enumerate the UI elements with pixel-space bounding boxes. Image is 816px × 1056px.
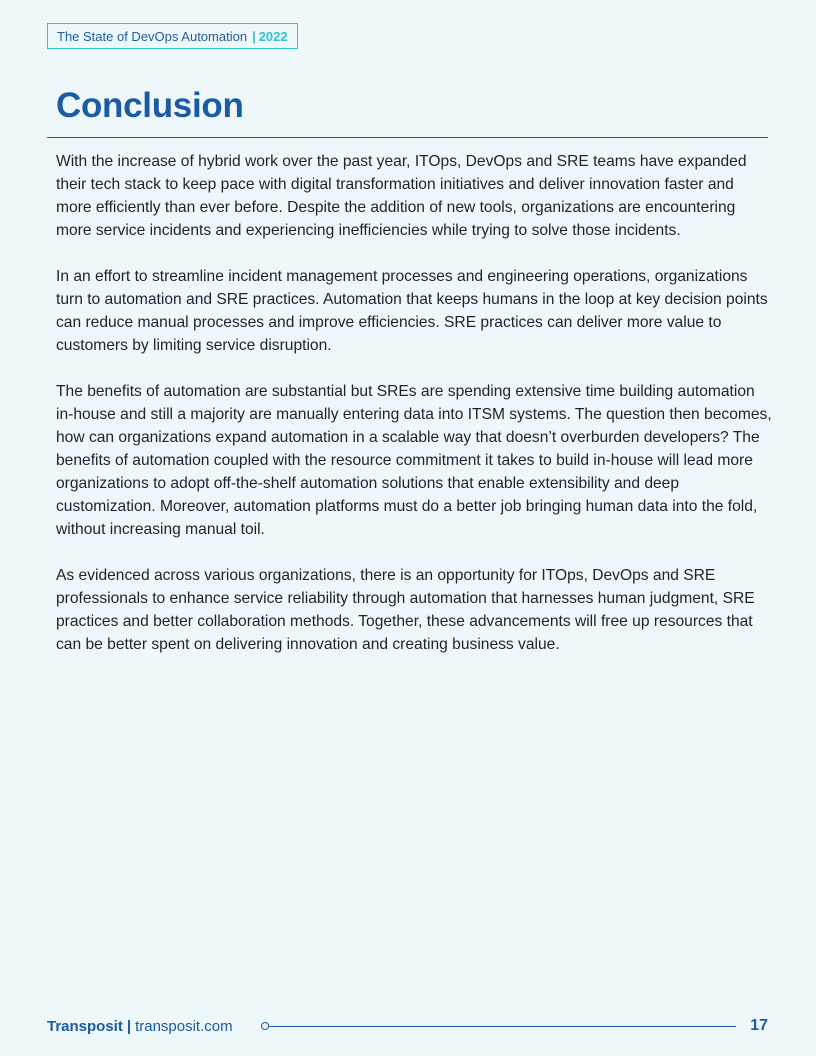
- page-title: Conclusion: [56, 86, 244, 125]
- page-number: 17: [750, 1017, 768, 1034]
- circle-icon: [261, 1022, 269, 1030]
- footer-brand: Transposit: [47, 1017, 123, 1035]
- header-separator: |: [252, 28, 256, 44]
- paragraph: In an effort to streamline incident management processes and engineering operations, organizations turn to automation and SRE practices. Automation that keeps humans in the loop at key decision points can reduce manual processes and improve efficiencies. SRE practices can deliver more value to customers by limiting service disruption.: [56, 268, 768, 354]
- report-year: 2022: [258, 28, 288, 44]
- footer-line: [269, 1026, 737, 1027]
- report-header-tag: [47, 23, 298, 49]
- title-divider: [47, 137, 768, 138]
- paragraph: With the increase of hybrid work over the past year, ITOps, DevOps and SRE teams have expanded their tech stack to keep pace with digital transformation initiatives and deliver innovation faster and more efficiently than ever before. Despite the addition of new tools, organizations are encountering more service incidents and experiencing inefficiencies while trying to solve those incidents.: [56, 153, 747, 239]
- body-text: [56, 150, 772, 679]
- footer-separator: |: [126, 1017, 132, 1035]
- footer-website-link[interactable]: transposit.com: [135, 1017, 233, 1035]
- paragraph: The benefits of automation are substantial but SREs are spending extensive time building automation in-house and still a majority are manually entering data into ITSM systems. The question then becomes, how can organizations expand automation in a scalable way that doesn’t overburden developers? The benefits of automation coupled with the resource commitment it takes to build in-house will lead more organizations to adopt off-the-shelf automation solutions that enable extensibility and deep customization. Moreover, automation platforms must do a better job bringing human data into the fold, without increasing manual toil.: [56, 383, 772, 538]
- footer-rule: [261, 1022, 737, 1030]
- paragraph: As evidenced across various organizations, there is an opportunity for ITOps, DevOps and SRE professionals to enhance service reliability through automation that harnesses human judgment, SRE practices and better collaboration methods. Together, these advancements will free up resources that can be better spent on delivering innovation and creating business value.: [56, 567, 755, 653]
- page-footer: [47, 1014, 768, 1038]
- report-title: The State of DevOps Automation: [57, 28, 248, 44]
